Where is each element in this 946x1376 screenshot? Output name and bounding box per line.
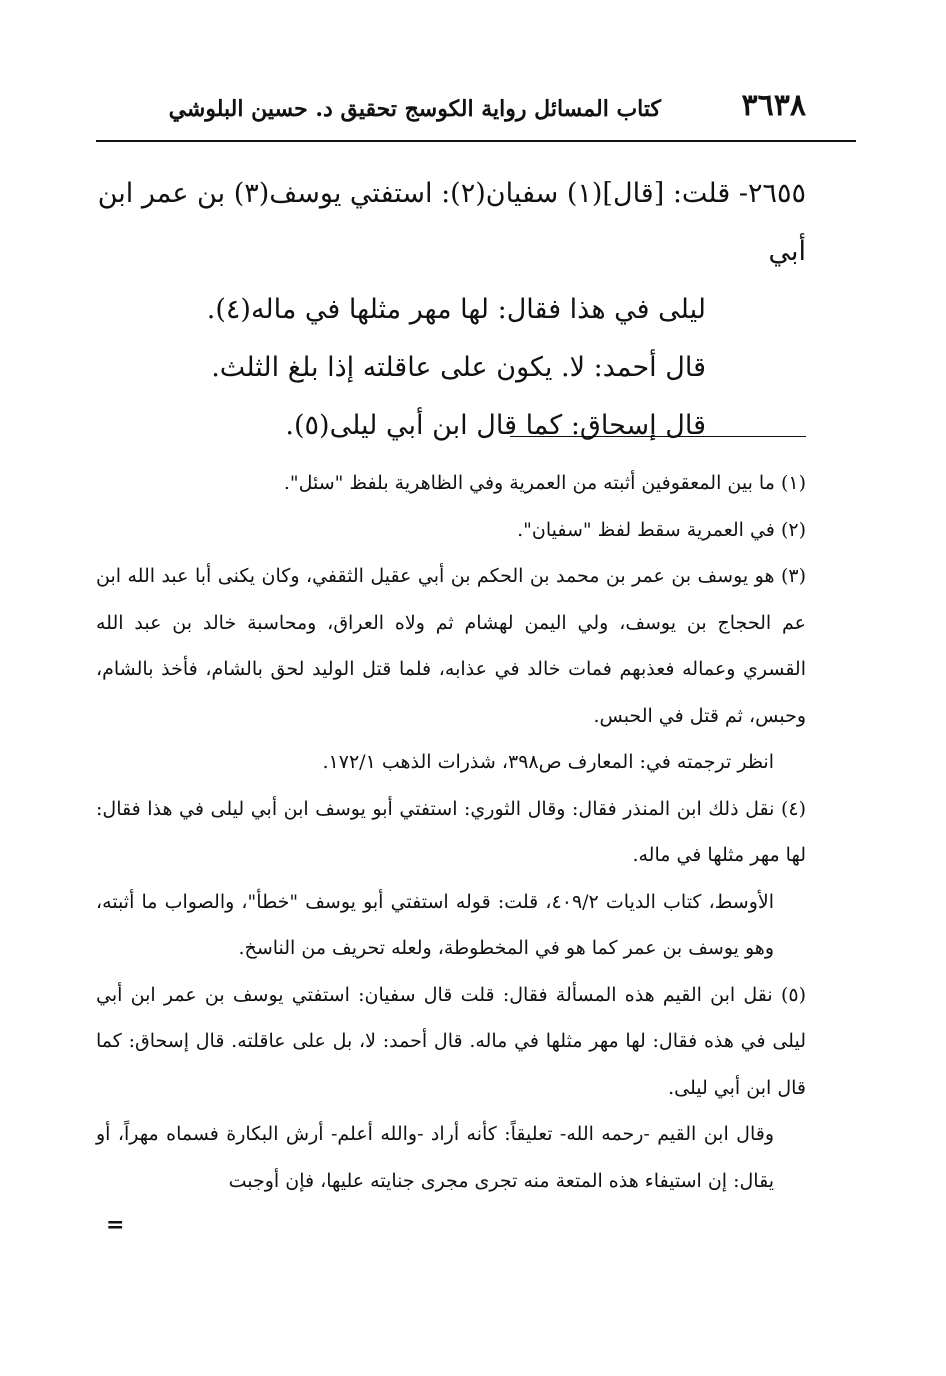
continuation-mark: = (106, 1212, 125, 1238)
main-line: ليلى في هذا فقال: لها مهر مثلها في ماله(٤). (206, 294, 706, 325)
running-header-title: كتاب المسائل رواية الكوسج تحقيق د. حسين البلوشي (168, 96, 661, 122)
main-line: قال إسحاق: كما قال ابن أبي ليلى(٥). (285, 410, 706, 441)
footnote-2 (96, 507, 806, 554)
footnote-1 (96, 460, 806, 507)
footnote-text: ما بين المعقوفين أثبته من العمرية وفي الظاهرية بلفظ "سئل". (283, 472, 775, 494)
main-line: ٢٦٥٥- قلت: [قال](١) سفيان(٢): استفتي يوسف(٣) بن عمر ابن أبي (97, 178, 806, 267)
header-divider (96, 140, 856, 142)
footnote-3-reference: انظر ترجمته في: المعارف ص٣٩٨، شذرات الذهب ١٧٢/١. (322, 751, 774, 773)
footnote-text: نقل ذلك ابن المنذر فقال: وقال الثوري: استفتي أبو يوسف ابن أبي ليلى في هذا فقال: لها مهر مثلها في ماله. (96, 797, 806, 866)
main-line: قال أحمد: لا. يكون على عاقلته إذا بلغ الثلث. (211, 352, 706, 383)
footnote-5 (96, 972, 806, 1112)
main-text (90, 165, 806, 455)
footnote-text: هو يوسف بن عمر بن محمد بن الحكم بن أبي عقيل الثقفي، وكان يكنى أبا عبد الله ابن عم الحجاج بن يوسف، ولي اليمن لهشام ثم ولاه العراق، ومحاسبة خالد بن عبد الله القسري وعماله فعذبهم فمات خالد في عذابه، فلما قتل الوليد لحق بالشام، فأخذ بالشام، وحبس، ثم قتل في الحبس. (96, 565, 806, 727)
footnote-divider (510, 436, 806, 437)
footnote-label: (٥) (780, 983, 806, 1006)
footnotes (96, 460, 806, 1204)
footnote-4-reference: الأوسط، كتاب الديات ٤٠٩/٢، قلت: قوله استفتي أبو يوسف "خطأ"، والصواب ما أثبته، وهو يوسف بن عمر كما هو في المخطوطة، ولعله تحريف من الناسخ. (96, 890, 774, 959)
footnote-label: (١) (780, 472, 806, 494)
footnote-3 (96, 553, 806, 739)
footnote-text: في العمرية سقط لفظ "سفيان". (517, 518, 775, 541)
footnote-5-comment: وقال ابن القيم -رحمه الله- تعليقاً: كأنه أراد -والله أعلم- أرش البكارة فسماه مهراً، أو يقال: إن استيفاء هذه المتعة منه تجرى مجرى جنايته عليها، فإن أوجبت (96, 1123, 774, 1192)
footnote-4 (96, 786, 806, 879)
footnote-text: نقل ابن القيم هذه المسألة فقال: قلت قال سفيان: استفتي يوسف بن عمر ابن أبي ليلى في هذه فقال: لها مهر مثلها في ماله. قال أحمد: لا، بل على عاقلته. قال إسحاق: كما قال ابن أبي ليلى. (96, 983, 806, 1099)
footnote-label: (٣) (780, 565, 806, 587)
page-number: ٣٦٣٨ (741, 88, 806, 123)
footnote-label: (٢) (780, 518, 806, 541)
footnote-label: (٤) (780, 797, 806, 820)
